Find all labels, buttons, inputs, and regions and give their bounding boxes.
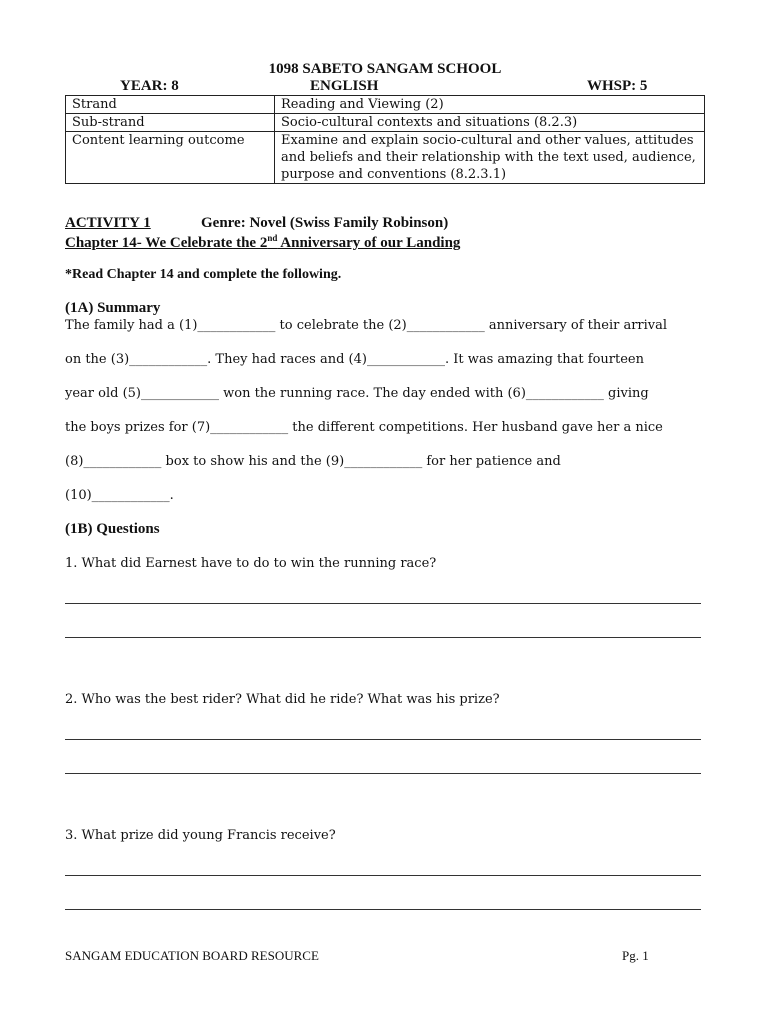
strand-value: Reading and Viewing (2) — [275, 96, 705, 114]
summary-line: (8)____________ box to show his and the (9)____________ for her patience and — [65, 454, 561, 469]
answer-line[interactable] — [65, 875, 701, 876]
table-row — [66, 96, 705, 114]
question-1: 1. What did Earnest have to do to win the running race? — [65, 556, 437, 571]
activity-heading — [65, 215, 448, 232]
outcome-line: and beliefs and their relationship with the text used, audience, — [281, 150, 696, 165]
table-row — [66, 132, 705, 184]
substrand-value: Socio-cultural contexts and situations (8.2.3) — [275, 114, 705, 132]
page-number: Pg. 1 — [622, 948, 649, 963]
questions-heading: (1B) Questions — [65, 521, 160, 537]
answer-line[interactable] — [65, 909, 701, 910]
subject: ENGLISH — [310, 78, 379, 94]
outcome-line: purpose and conventions (8.2.3.1) — [281, 167, 507, 182]
question-3: 3. What prize did young Francis receive? — [65, 828, 336, 843]
outcome-label: Content learning outcome — [66, 132, 275, 184]
chapter-title-prefix: Chapter 14- We Celebrate the 2 — [65, 235, 268, 251]
summary-line: year old (5)____________ won the running race. The day ended with (6)____________ giving — [65, 386, 649, 401]
curriculum-info-table — [65, 95, 705, 184]
summary-line: The family had a (1)____________ to celebrate the (2)____________ anniversary of their arrival — [65, 318, 668, 333]
answer-line[interactable] — [65, 739, 701, 740]
summary-line: (10)____________. — [65, 488, 174, 503]
answer-line[interactable] — [65, 637, 701, 638]
chapter-title-sup: nd — [267, 233, 278, 243]
school-name: 1098 SABETO SANGAM SCHOOL — [268, 61, 502, 77]
chapter-title-suffix: Anniversary of our Landing — [277, 235, 461, 251]
answer-line[interactable] — [65, 773, 701, 774]
summary-heading: (1A) Summary — [65, 300, 161, 316]
outcome-line: Examine and explain socio-cultural and other values, attitudes — [281, 133, 694, 148]
year-level: YEAR: 8 — [120, 78, 179, 94]
activity-label: ACTIVITY 1 — [65, 215, 151, 231]
summary-line: on the (3)____________. They had races and (4)____________. It was amazing that fourteen — [65, 352, 644, 367]
outcome-value — [275, 132, 705, 184]
chapter-title — [65, 233, 460, 252]
question-2: 2. Who was the best rider? What did he ride? What was his prize? — [65, 692, 500, 707]
table-row — [66, 114, 705, 132]
activity-genre: Genre: Novel (Swiss Family Robinson) — [201, 215, 449, 231]
answer-line[interactable] — [65, 603, 701, 604]
whsp-number: WHSP: 5 — [587, 78, 648, 94]
summary-line: the boys prizes for (7)____________ the different competitions. Her husband gave her a nice — [65, 420, 663, 435]
substrand-label: Sub-strand — [66, 114, 275, 132]
strand-label: Strand — [66, 96, 275, 114]
footer-resource: SANGAM EDUCATION BOARD RESOURCE — [65, 948, 319, 963]
instruction: *Read Chapter 14 and complete the following. — [65, 267, 342, 282]
